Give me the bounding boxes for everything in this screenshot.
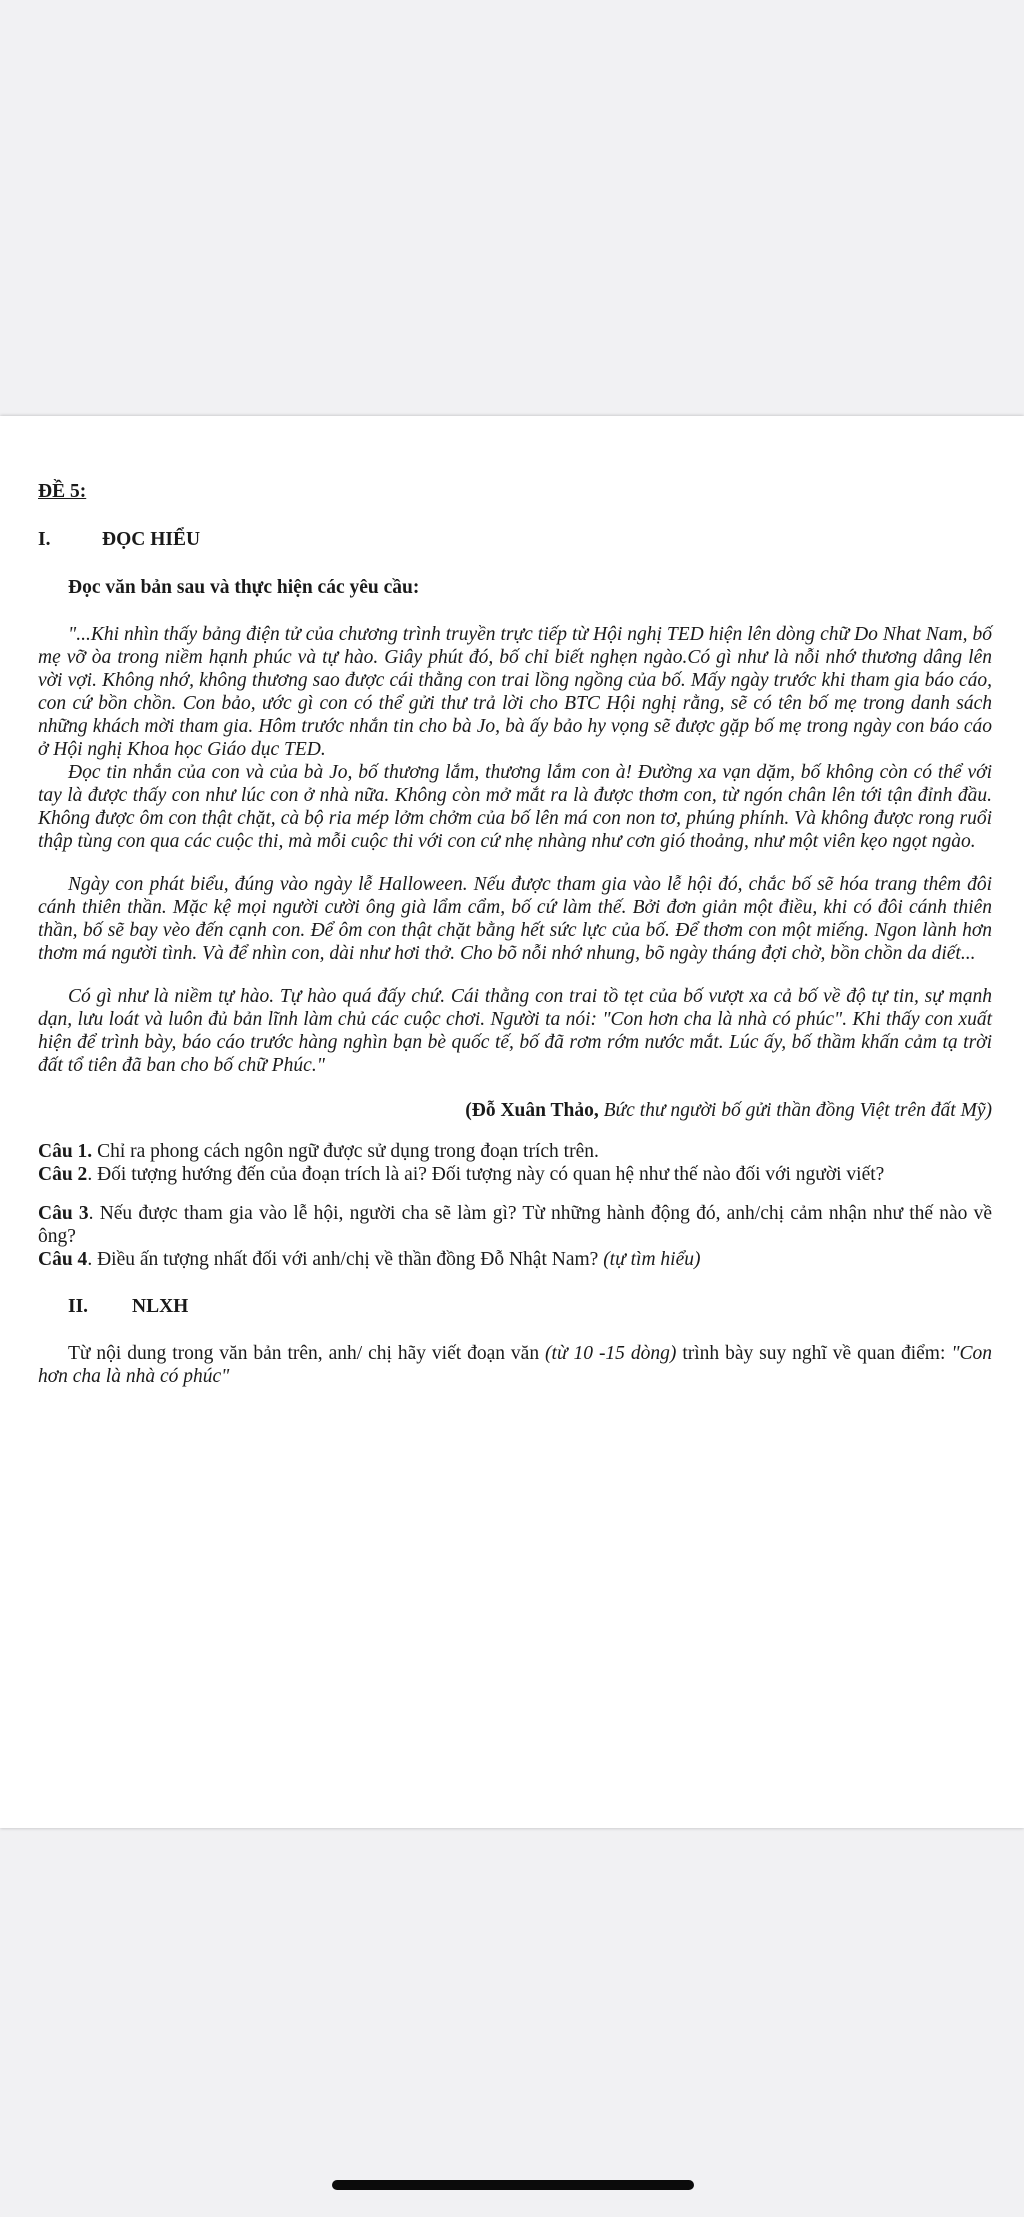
section-2-text-c: trình bày suy nghĩ về quan điểm: <box>682 1343 946 1364</box>
section-2-prompt <box>38 1342 992 1388</box>
section-2-text-b: (từ 10 -15 dòng) <box>545 1343 677 1364</box>
section-2-title: NLXH <box>132 1296 189 1317</box>
question-1 <box>38 1140 992 1163</box>
question-4-text: . Điều ấn tượng nhất đối với anh/chị về thần đồng Đỗ Nhật Nam? <box>87 1249 599 1270</box>
passage-paragraph-3: Ngày con phát biểu, đúng vào ngày lễ Halloween. Nếu được tham gia vào lễ hội đó, chắc bố sẽ hóa trang thêm đôi cánh thiên thần. Mặc kệ mọi người cười ông già lẩm cẩm, bố cứ làm thế. Bởi đơn giản một điều, khi có đôi cánh thiên thần, bố sẽ bay vèo đến cạnh con. Để ôm con thật chặt bằng hết sức lực của bố. Để thơm con một miếng. Ngon lành hơn thơm má người tình. Và để nhìn con, dài như hơi thở. Cho bõ nỗi nhớ nhung, bõ ngày tháng đợi chờ, bồn chồn da diết... <box>38 874 992 964</box>
section-1-number: I. <box>38 529 51 550</box>
instruction: Đọc văn bản sau và thực hiện các yêu cầu: <box>68 577 420 598</box>
question-1-text: Chỉ ra phong cách ngôn ngữ được sử dụng trong đoạn trích trên. <box>97 1141 599 1162</box>
passage-paragraph-1: "...Khi nhìn thấy bảng điện tử của chương trình truyền trực tiếp từ Hội nghị TED hiện lên dòng chữ Do Nhat Nam, bố mẹ vỡ òa trong niềm hạnh phúc và tự hào. Giây phút đó, bố chỉ biết nghẹn ngào.Có gì như là nỗi nhớ thương dâng lên vời vợi. Không nhớ, không thương sao được cái thằng con trai lồng ngồng của bố. Mấy ngày trước khi tham gia báo cáo, con cứ bồn chồn. Con bảo, ước gì con có thể gửi thư trả lời cho BTC Hội nghị rằng, sẽ có tên bố mẹ trong danh sách những khách mời tham gia. Hôm trước nhắn tin cho bà Jo, bà ấy bảo hy vọng sẽ được gặp bố mẹ trong ngày con báo cáo ở Hội nghị Khoa học Giáo dục TED. <box>38 624 992 760</box>
home-indicator[interactable] <box>332 2180 694 2190</box>
question-2-label: Câu 2 <box>38 1164 88 1185</box>
section-2-quote: "Con hơn cha là nhà có phúc" <box>38 1343 993 1387</box>
section-2-heading <box>68 1295 992 1318</box>
document-page <box>0 416 1024 1828</box>
question-4 <box>38 1248 992 1271</box>
citation <box>38 1099 992 1122</box>
question-4-label: Câu 4 <box>38 1249 88 1270</box>
question-4-note: (tự tìm hiểu) <box>603 1249 701 1270</box>
question-3 <box>38 1202 992 1248</box>
passage-paragraph-4: Có gì như là niềm tự hào. Tự hào quá đấy chứ. Cái thằng con trai tồ tẹt của bố vượt xa cả bố về độ tự tin, sự mạnh dạn, lưu loát và luôn đủ bản lĩnh làm chủ các cuộc chơi. Người ta nói: "Con hơn cha là nhà có phúc". Khi thấy con xuất hiện để trình bày, báo cáo trước hàng nghìn bạn bè quốc tế, bố đã rơm rớm nước mắt. Lúc ấy, bố thầm khấn cảm tạ trời đất tổ tiên đã ban cho bố chữ Phúc." <box>38 986 992 1076</box>
question-3-label: Câu 3 <box>38 1203 89 1224</box>
question-1-label: Câu 1. <box>38 1141 93 1162</box>
passage-paragraph-2: Đọc tin nhắn của con và của bà Jo, bố thương lắm, thương lắm con à! Đường xa vạn dặm, bố không còn có thể với tay là được thấy con như lúc con ở nhà nữa. Không còn mở mắt ra là được thơm con, từ ngón chân lên tới tận đỉnh đầu. Không được ôm con thật chặt, cà bộ ria mép lởm chởm của bố lên má con non tơ, phúng phính. Và không được rong ruổi thập tùng con qua các cuộc thi, mà mỗi cuộc thi với con cứ nhẹ nhàng như cơn gió thoảng, như một viên kẹo ngọt ngào. <box>38 762 992 852</box>
section-2-number: II. <box>68 1296 89 1317</box>
question-3-text: . Nếu được tham gia vào lễ hội, người cha sẽ làm gì? Từ những hành động đó, anh/chị cảm nhận như thế nào về ông? <box>38 1203 992 1247</box>
exam-number: ĐỀ 5: <box>38 481 87 502</box>
citation-author: (Đỗ Xuân Thảo, <box>465 1100 599 1121</box>
document-content <box>38 480 992 1388</box>
section-2-text-a: Từ nội dung trong văn bản trên, anh/ chị hãy viết đoạn văn <box>68 1343 540 1364</box>
question-2-text: . Đối tượng hướng đến của đoạn trích là ai? Đối tượng này có quan hệ như thế nào đối với người viết? <box>87 1164 885 1185</box>
section-1-heading <box>38 528 992 551</box>
citation-work: Bức thư người bố gửi thần đồng Việt trên đất Mỹ) <box>603 1100 992 1121</box>
section-1-title: ĐỌC HIỂU <box>102 529 201 550</box>
question-2 <box>38 1163 992 1186</box>
